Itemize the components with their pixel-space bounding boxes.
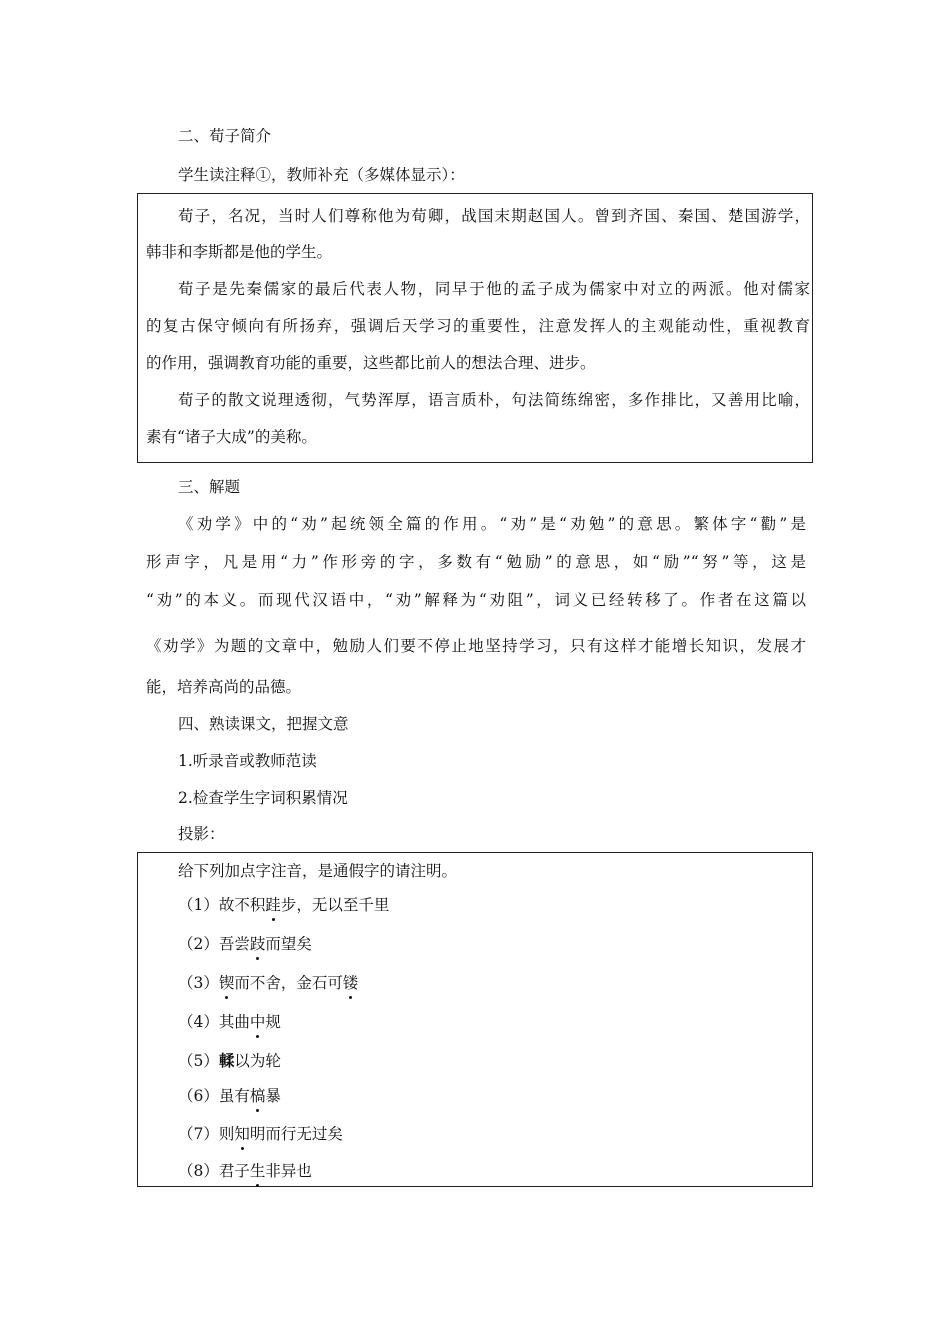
paragraph-line: 形声字，凡是用“力”作形旁的字，多数有“勉励”的意思，如“励”“努”等，这是 <box>146 553 806 571</box>
paragraph-line: 能，培养高尚的品德。 <box>146 678 302 696</box>
dotted-char: 生 <box>249 1162 266 1180</box>
section-heading-shudu: 四、熟读课文，把握文意 <box>178 715 349 733</box>
paragraph-line: 《劝学》为题的文章中，勉励人们要不停止地坚持学习，只有这样才能增长知识，发展才 <box>146 637 806 655</box>
intro-line: 学生读注释①，教师补充（多媒体显示）： <box>178 166 465 184</box>
exercise-item: （8）君子生非异也 <box>178 1162 312 1180</box>
box-line: 的复古保守倾向有所扬弃，强调后天学习的重要性，注意发挥人的主观能动性，重视教育 <box>146 317 810 335</box>
xunzi-intro-box <box>137 193 813 463</box>
paragraph-line: 《劝学》中的“劝”起统领全篇的作用。“劝”是“劝勉”的意思。繁体字“勸”是 <box>178 515 806 533</box>
section-heading-jieti: 三、解题 <box>178 478 241 496</box>
dotted-char: 锲 <box>218 974 235 992</box>
bold-char: 輮 <box>218 1051 235 1070</box>
dotted-char: 槁 <box>249 1087 266 1105</box>
box-line: 的作用，强调教育功能的重要，这些都比前人的想法合理、进步。 <box>146 354 596 372</box>
exercise-item: （1）故不积跬步，无以至千里 <box>178 896 390 914</box>
exercise-item: （7）则知明而行无过矣 <box>178 1125 343 1143</box>
dotted-char: 跬 <box>265 896 281 914</box>
dotted-char: 跂 <box>249 935 266 953</box>
exercise-item: （3）锲而不舍，金石可镂 <box>178 974 359 992</box>
section-heading-xunzi: 二、荀子简介 <box>178 127 272 145</box>
projection-label: 投影： <box>178 825 225 843</box>
exercise-item: （2）吾尝跂而望矣 <box>178 935 312 953</box>
exercise-box <box>137 852 813 1187</box>
exercise-item: （6）虽有槁暴 <box>178 1087 281 1105</box>
box-line: 荀子是先秦儒家的最后代表人物，同早于他的孟子成为儒家中对立的两派。他对儒家 <box>178 280 810 298</box>
box-line: 荀子，名况，当时人们尊称他为荀卿，战国末期赵国人。曾到齐国、秦国、楚国游学， <box>178 207 810 225</box>
box-line: 韩非和李斯都是他的学生。 <box>146 243 333 261</box>
exercise-instruction: 给下列加点字注音，是通假字的请注明。 <box>178 862 458 880</box>
box-line: 素有“诸子大成”的美称。 <box>146 428 317 446</box>
dotted-char: 中 <box>249 1013 266 1031</box>
dotted-char: 镂 <box>342 974 359 992</box>
box-line: 荀子的散文说理透彻，气势浑厚，语言质朴，句法简练绵密，多作排比，又善用比喻， <box>178 391 810 409</box>
exercise-item: （4）其曲中规 <box>178 1013 281 1031</box>
exercise-item: （5）輮以为轮 <box>178 1051 281 1070</box>
list-item: 1.听录音或教师范读 <box>178 752 317 770</box>
list-item: 2.检查学生字词积累情况 <box>178 789 348 807</box>
dotted-char: 知 <box>234 1125 250 1143</box>
paragraph-line: “劝”的本义。而现代汉语中，“劝”解释为“劝阻”，词义已经转移了。作者在这篇以 <box>146 591 806 609</box>
